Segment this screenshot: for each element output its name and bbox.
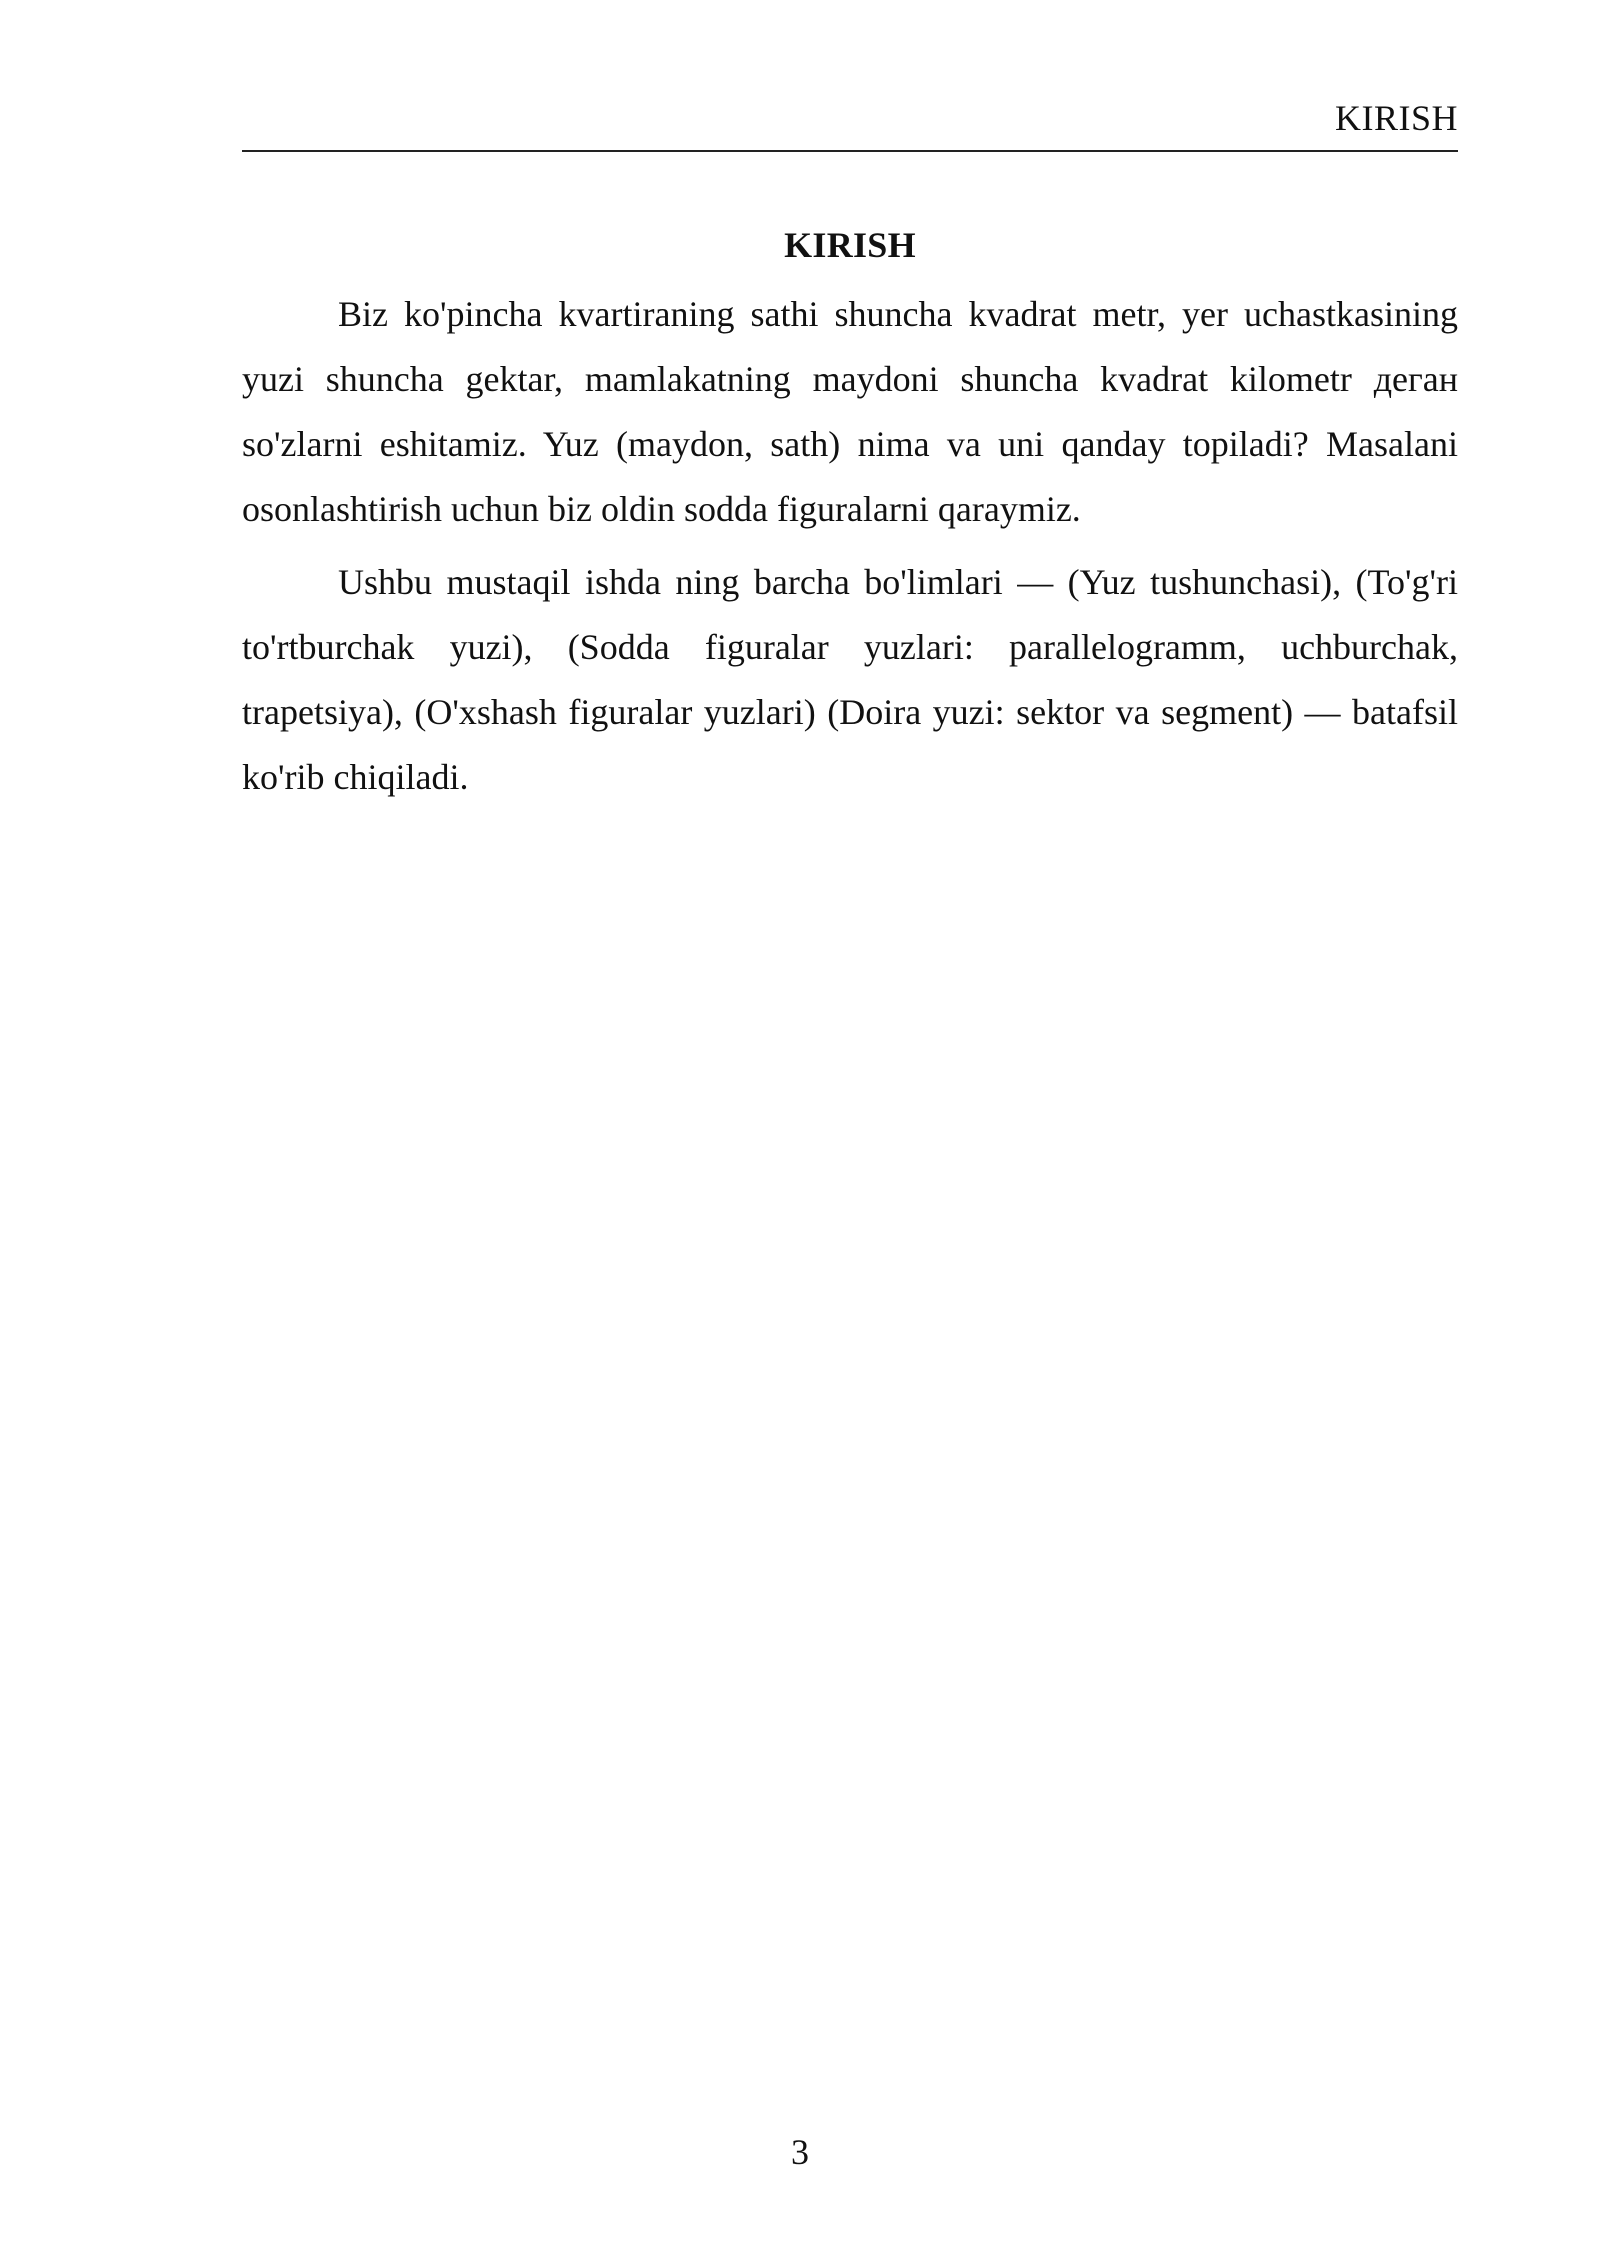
page-number: 3 <box>791 2132 809 2172</box>
body-paragraph: Biz ko'pincha kvartiraning sathi shuncha kvadrat metr, yer uchastkasining yuzi shuncha gektar, mamlakatning maydoni shuncha kvadrat kilometr деган so'zlarni eshitamiz. Yuz (maydon, sath) nima va uni qanday topiladi? Masalani osonlashtirish uchun biz oldin sodda figuralarni qaraymiz. <box>242 294 1458 529</box>
running-header <box>242 92 1458 152</box>
section-title: KIRISH <box>784 225 916 265</box>
page-content <box>242 210 1458 818</box>
running-header-title: KIRISH <box>1334 98 1458 138</box>
body-paragraph: Ushbu mustaqil ishda ning barcha bo'limlari — (Yuz tushunchasi), (To'g'ri to'rtburchak yuzi), (Sodda figuralar yuzlari: parallelogramm, uchburchak, trapetsiya), (O'xshash figuralar yuzlari) (Doira yuzi: sektor va segment) — batafsil ko'rib chiqiladi. <box>242 562 1458 797</box>
